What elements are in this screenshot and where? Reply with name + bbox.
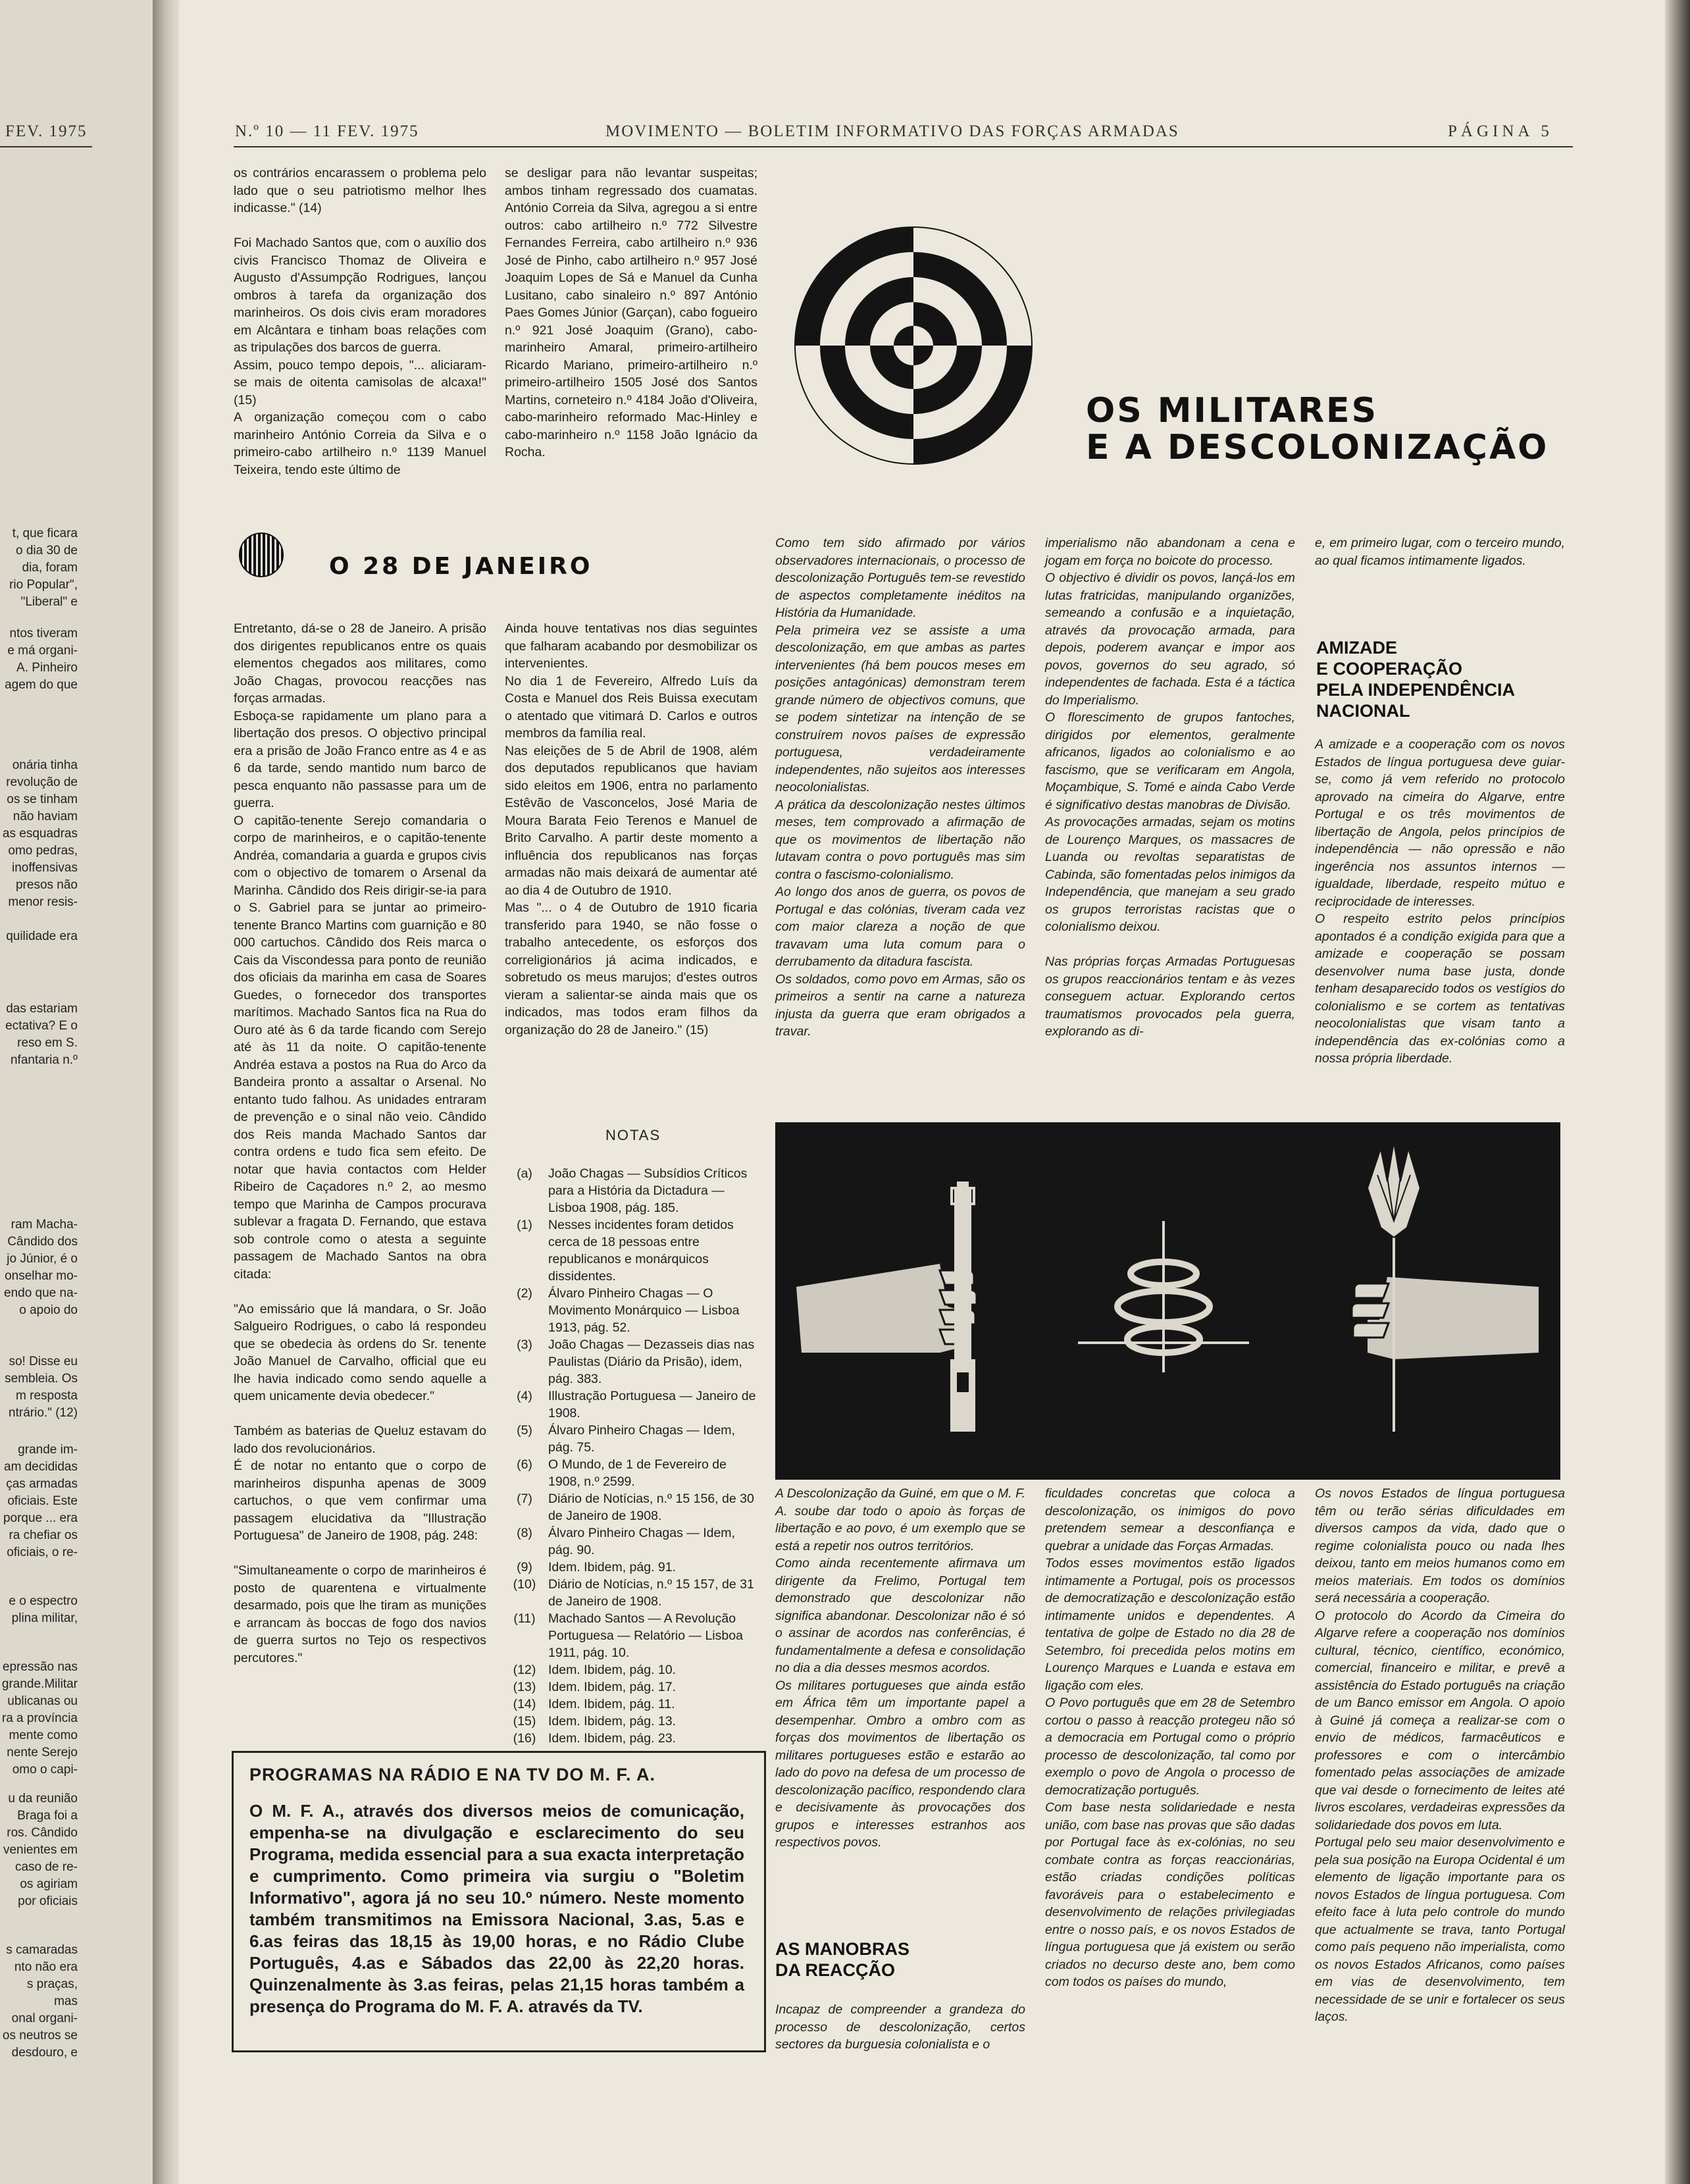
note-item <box>505 1696 757 1713</box>
note-number: (9) <box>517 1560 532 1574</box>
section-title-28-janeiro: O 28 DE JANEIRO <box>329 553 593 580</box>
note-item <box>505 1388 757 1422</box>
note-text: Idem. Ibidem, pág. 11. <box>548 1697 675 1711</box>
note-text: João Chagas — Dezasseis dias nas Paulistas (Diário da Prisão), idem, pág. 383. <box>548 1338 755 1386</box>
note-text: Idem. Ibidem, pág. 91. <box>548 1560 677 1574</box>
note-item <box>505 1165 757 1216</box>
note-item <box>505 1678 757 1696</box>
note-number: (a) <box>517 1166 532 1181</box>
article-column-1: Como tem sido afirmado por vários observadores internacionais, o processo de descolonização Português tem-se revestido de aspectos completamente inéditos na História da Humanidade. Pela primeira vez se assiste a uma descolonização, em que ambas as partes intervenientes (há bem poucos meses em posições antagónicas) demonstram terem grande número de objectivos comuns, que se podem sintetizar na intenção de se construírem novos países de expressão portuguesa, verdadeiramente independentes, não sujeitos aos interesses neocolonialistas. A prática da descolonização nestes últimos meses, tem comprovado a afirmação de que os movimentos de libertação não lutavam contra o povo português mas sim contra o fascismo-colonialismo. Ao longo dos anos de guerra, os povos de Portugal e das colónias, tiveram cada vez com maior clareza a noção de que travavam uma luta comum para o derrubamento da ditadura fascista. Os soldados, como povo em Armas, são os primeiros a sentir na carne a natureza injusta da guerra que eram obrigados a travar. <box>775 536 1025 1039</box>
note-number: (3) <box>517 1338 532 1352</box>
facing-text-8: grande im- am decididas ças armadas oficiais. Este porque ... era ra chefiar os oficiais, o re- <box>3 1443 78 1559</box>
article-column-3-intro: e, em primeiro lugar, com o terceiro mundo, ao qual ficamos intimamente ligados. <box>1315 536 1565 568</box>
note-number: (2) <box>517 1286 532 1301</box>
note-text: Machado Santos — A Revolução Portuguesa — Relatório — Lisboa 1911, pág. 10. <box>548 1611 743 1660</box>
article-lower-column-1: A Descolonização da Guiné, em que o M. F. A. soube dar todo o apoio às forças de libertação e ao povo, é um exemplo que se está a repetir nos outros territórios. Como ainda recentemente afirmava um dirigente da Frelimo, Portugal tem demonstrado que descolonizar não significa abandonar. Descolonizar não é só o assinar de acordos nas conferências, é fundamentalmente a defesa e consolidação no dia a dia desses mesmos acordos. Os militares portugueses que ainda estão em África têm um importante papel a desempenhar. Ombro a ombro com as forças dos movimentos de libertação os militares portugueses estão e estarão ao lado do povo na defesa de um processo de descolonização pacífico, respondendo clara e decisivamente às provocações dos grupos e interesses estranhos aos respectivos povos. <box>775 1486 1025 1850</box>
book-gutter <box>153 0 179 2184</box>
note-number: (7) <box>517 1492 532 1506</box>
note-text: Illustração Portuguesa — Janeiro de 1908. <box>548 1389 756 1420</box>
note-number: (5) <box>517 1423 532 1438</box>
note-item <box>505 1216 757 1285</box>
note-item <box>505 1730 757 1747</box>
note-number: (15) <box>513 1714 536 1729</box>
note-number: (14) <box>513 1697 536 1711</box>
facing-text-12: s camaradas nto não era s praças, mas onal organi- os neutros se desdouro, e <box>2 1943 78 2060</box>
article-title: OS MILITARES E A DESCOLONIZAÇÃO <box>1086 391 1549 467</box>
facing-text-5: das estariam ectativa? E o reso em S. nfantaria n.º <box>5 1002 78 1067</box>
note-text: Idem. Ibidem, pág. 17. <box>548 1680 677 1694</box>
facing-text-10: epressão nas grande.Militar ublicanas ou ra a província mente como nente Serejo omo o capi- <box>1 1660 78 1777</box>
facing-header-rule <box>0 146 92 147</box>
note-item <box>505 1422 757 1456</box>
article-lower-column-2: ficuldades concretas que coloca a descolonização, os inimigos do povo pretendem semear a desconfiança e quebrar a unidade das Forças Armadas. Todos esses movimentos estão ligados intimamente a Portugal, pois os processos de democratização e descolonização estão intimamente unidos e dependentes. A tentativa de golpe de Estado no dia 28 de Setembro, foi precedida pelos motins em Lourenço Marques e Luanda e estava em ligação com eles. O Povo português que em 28 de Setembro cortou o passo à reacção protegeu não só a democracia em Portugal como o próprio processo de descolonização, tal como por exemplo o povo de Angola o processo de democratização português. Com base nesta solidariedade e nesta união, com base nas provas que são dadas por Portugal face às ex-colónias, no seu combate contra as forças reaccionárias, estão criadas condições políticas favoráveis para o estabelecimento e desenvolvimento de relações privilegiadas entre o nosso país, e os novos Estados de língua portuguesa que já existem ou serão criados no decurso deste ano, bem como com todos os países do mundo, <box>1045 1486 1295 1989</box>
note-number: (12) <box>513 1663 536 1677</box>
note-item <box>505 1576 757 1610</box>
facing-text-7: so! Disse eu sembleia. Os m resposta ntrário." (12) <box>5 1355 78 1420</box>
facing-text-3: onária tinha revolução de os se tinham não haviam as esquadras omo pedras, inoffensivas presos não menor resis- <box>2 758 78 909</box>
note-text: O Mundo, de 1 de Fevereiro de 1908, n.º 2599. <box>548 1457 727 1489</box>
note-item <box>505 1524 757 1559</box>
article-column-3: A amizade e a cooperação com os novos Estados de língua portuguesa deve guiar-se, como já vem referido no protocolo aprovado na cimeira do Algarve, entre Portugal e os três movimentos de libertação de Angola, pelos princípios de independência — não opressão e não ingerência nos assuntos internos — igualdade, liberdade, respeito mútuo e reciprocidade de interesses. O respeito estrito pelos princípios apontados é a condição exigida para que a amizade e cooperação se possam desenvolver numa base justa, donde tenham desaparecido todos os vestígios do colonialismo e se cortem as tentativas neocolonialistas que visam tanto a independência das ex-colónias como a nossa própria liberdade. <box>1315 737 1565 1066</box>
facing-page-date: FEV. 1975 <box>5 122 88 140</box>
facing-text-6: ram Macha- Cândido dos jo Júnior, é o onselhar mo- endo que na- o apoio do <box>4 1218 78 1317</box>
facing-text-2: ntos tiveram e má organi- A. Pinheiro agem do que <box>5 627 78 692</box>
target-graphic <box>775 217 1052 481</box>
note-number: (11) <box>513 1611 536 1626</box>
note-text: Nesses incidentes foram detidos cerca de 18 pessoas entre republicanos e monárquicos dissidentes. <box>548 1218 734 1284</box>
text-column-2-top: se desligar para não levantar suspeitas; ambos tinham regressado dos cuamatas. António Correia da Silva, agregou a si entre outros: cabo artilheiro n.º 772 Silvestre Fernandes Ferreira, cabo artilheiro n.º 936 José de Pinho, cabo artilheiro n.º 957 José Joaquim Lopes de Sá e Manuel da Cunha Lusitano, cabo sinaleiro n.º 897 António Paes Gomes Júnior (Garçan), cabo fogueiro n.º 921 José Joaquim (Grano), cabo-marinheiro Amaral, primeiro-artilheiro Ricardo Mariano, primeiro-artilheiro n.º primeiro-artilheiro 1505 José dos Santos Martins, corneteiro n.º 4184 João d'Oliveira, cabo-marinheiro reformado Mac-Hinley e cabo-marinheiro n.º 1158 João Ignácio da Rocha. <box>505 166 757 459</box>
facing-text-1: t, que ficara o dia 30 de dia, foram rio Popular", "Liberal" e <box>9 527 78 609</box>
facing-text-9: e o espectro plina militar, <box>9 1594 78 1625</box>
note-item <box>505 1661 757 1678</box>
facing-text-4: quilidade era <box>6 929 78 943</box>
note-item <box>505 1285 757 1336</box>
note-text: Idem. Ibidem, pág. 13. <box>548 1714 677 1729</box>
notes-list <box>505 1165 757 1747</box>
note-number: (6) <box>517 1457 532 1472</box>
box-title: PROGRAMAS NA RÁDIO E NA TV DO M. F. A. <box>249 1765 656 1784</box>
text-column-1-top: os contrários encarassem o problema pelo lado que o seu patriotismo melhor lhes indicasse." (14) Foi Machado Santos que, com o auxílio dos civis Francisco Thomaz de Oliveira e Augusto d'Assumpção Rodrigues, lançou ombros à tarefa da organização dos marinheiros. Os dois civis eram moradores em Alcântara e tinham boas relações com as tripulações dos barcos de guerra. Assim, pouco tempo depois, "... aliciaram-se mais de oitenta camisolas de alcaxa!" (15) A organização começou com o cabo marinheiro António Correia da Silva e o primeiro-cabo artilheiro n.º 1139 Manuel Teixeira, tendo este último de <box>234 166 486 477</box>
note-item <box>505 1490 757 1524</box>
subheading-manobras: AS MANOBRAS DA REACÇÃO <box>775 1939 910 1980</box>
note-number: (16) <box>513 1731 536 1746</box>
section-28-column-1: Entretanto, dá-se o 28 de Janeiro. A prisão dos dirigentes republicanos entre os quais elementos chegados aos militares, como João Chagas, provocou reacções nas forças armadas. Esboça-se rapidamente um plano para a libertação dos presos. O objectivo principal era a prisão de João Franco entre as 4 e as 6 da tarde, sendo mantido num barco de pesca enquanto não passasse para um de guerra. O capitão-tenente Serejo comandaria o corpo de marinheiros, e o capitão-tenente Andréa, comandaria a guarda e grupos civis com o objectivo de tomarem o Arsenal da Marinha. Cândido dos Reis dirigir-se-ia para o S. Gabriel para se juntar ao primeiro-tenente Branco Martins com guarnição e 80 000 cartuchos. Cândido dos Reis marca o Cais da Viscondessa para ponto de reunião dos oficiais da marinha em casa de Soares Guedes, o fornecedor dos transportes marítimos. Machado Santos fica na Rua do Ouro até às 6 da tarde ficando com Serejo até às 11 da noite. O capitão-tenente Andréa estava a postos na Rua do Arco da Bandeira pronto a assaltar o Arsenal. No entanto tudo falhou. As unidades entraram de prevenção e o sinal não veio. Cândido dos Reis manda Machado Santos dar contra ordens e tudo fica sem efeito. De notar que havia contactos com Helder Ribeiro de Caçadores n.º 2, ao mesmo tempo que Marinha de Campos procurava sublevar a fragata D. Fernando, que estava sob controle como o atesta a seguinte passagem de Machado Santos na obra citada: "Ao emissário que lá mandara, o Sr. João Salgueiro Rodrigues, o cabo lá respondeu que se obedecia às ordens do Sr. tenente João Manuel de Carvalho, official que eu lhe havia indicado como sendo aquelle a quem unicamente devia obedecer." Também as baterias de Queluz estavam do lado dos revolucionários. É de notar no entanto que o corpo de marinheiros dispunha apenas de 3009 cartuchos, o que vem confirmar uma passagem elucidativa da "Illustração Portuguesa" de Janeiro de 1908, pág. 248: "Simultaneamente o corpo de marinheiros é posto de quarentena e virtualmente desarmado, pois que lhe tiram as munições e arrancam às boccas de fogo dos navios de guerra surtos no Tejo os respectivos percutores." <box>234 621 486 1665</box>
facing-text-11: u da reunião Braga foi a ros. Cândido venientes em caso de re- os agiriam por oficiais <box>3 1792 78 1908</box>
vertical-lines-emblem <box>238 532 284 578</box>
article-lower-column-1-tail: Incapaz de compreender a grandeza do processo de descolonização, certos sectores da burguesia colonialista e o <box>775 2002 1025 2052</box>
note-text: Álvaro Pinheiro Chagas — Idem, pág. 90. <box>548 1526 735 1557</box>
note-item <box>505 1713 757 1730</box>
note-number: (13) <box>513 1680 536 1694</box>
article-column-2: imperialismo não abandonam a cena e jogam em força no boicote do processo. O objectivo é dividir os povos, lançá-los em lutas fratricidas, manipulando organizões, semeando a confusão e a inquietação, através da provocação armada, para depois, poderem avançar e impor aos povos, governos do seu agrado, só independentes de fachada. Esta é a táctica do Imperialismo. O florescimento de grupos fantoches, dirigidos por elementos, geralmente africanos, ligados ao colonialismo e ao fascismo, que se verificaram em Angola, Moçambique, S. Tomé e ainda Cabo Verde é significativo destas manobras de Divisão. As provocações armadas, sejam os motins de Lourenço Marques, os massacres de Luanda ou revoltas separatistas de Cabinda, são fomentadas pelos inimigos da Independência, que manejam a seu grado os grupos terroristas racistas que o colonialismo deixou. Nas próprias forças Armadas Portuguesas os grupos reaccionários tentam e às vezes conseguem actuar. Explorando certos traumatismos provocados pela guerra, explorando as di- <box>1045 536 1295 1039</box>
note-item <box>505 1610 757 1661</box>
article-lower-column-3: Os novos Estados de língua portuguesa têm ou terão sérias dificuldades em diversos campos da vida, dado que o regime colonialista pouco ou nada lhes deixou, tanto em meios humanos como em meios materiais. Em todos os domínios será necessária a cooperação. O protocolo do Acordo da Cimeira do Algarve refere a cooperação nos domínios cultural, técnico, científico, económico, comercial, financeiro e militar, e prevê a assistência do Estado português na criação de um Banco emissor em Angola. O apoio à Guiné já começa a realizar-se com o envio de médicos, farmacêuticos e professores e com o intercâmbio fomentado pelas associações de amizade que vai desde o fornecimento de leites até livros escolares, verdadeiras expressões da solidariedade dos povos em luta. Portugal pelo seu maior desenvolvimento e pela sua posição na Europa Ocidental é um elemento de ligação importante para os novos Estados de língua portuguesa. Com efeito face à luta pelo controle do mundo que actualmente se trava, tanto Portugal como país pequeno não imperialista, como os novos Estados Africanos, como países em vias de desenvolvimento, tem necessidade de se unir e fortalecer os seus laços. <box>1315 1486 1565 2024</box>
note-number: (1) <box>517 1218 532 1232</box>
box-body: O M. F. A., através dos diversos meios de comunicação, empenha-se na divulgação e esclarecimento do seu Programa, medida essencial para a sua exacta interpretação e cumprimento. Como primeira via surgiu o "Boletim Informativo", agora já no seu 10.º número. Neste momento também transmitimos na Emissora Nacional, 3.as, 5.as e 6.as feiras das 18,15 às 19,00 horas, e no Rádio Clube Português, 4.as e Sábados das 22,00 às 22,20 horas. Quinzenalmente às 3.as feiras, pelas 21,15 horas também a presença do Programa do M. F. A. através da TV. <box>249 1801 744 2016</box>
section-28-column-2: Ainda houve tentativas nos dias seguintes que falharam acabando por desmobilizar os intervenientes. No dia 1 de Fevereiro, Alfredo Luís da Costa e Manuel dos Reis Buissa executam o atentado que vitimará D. Carlos e outros membros da família real. Nas eleições de 5 de Abril de 1908, além dos deputados republicanos que haviam sido eleitos em 1906, entra no parlamento Estêvão de Vasconcelos, José Maria de Moura Barata Feio Terenos e Manuel de Brito Carvalho. A partir deste momento a influência dos republicanos nas forças armadas não mais deixará de aumentar até ao dia 4 de Outubro de 1910. Mas "... o 4 de Outubro de 1910 ficaria transferido para 1940, se não fosse o trabalho antecedente, os esforços dos correligionários já acima indicados, e sobretudo os meus marujos; d'estes outros vieram a salientar-se ainda mais que os indicados, mas todos eram filhos da organização do 28 de Janeiro." (15) <box>505 621 757 1037</box>
radio-tv-programs-box <box>232 1751 766 2052</box>
note-item <box>505 1456 757 1490</box>
note-text: Álvaro Pinheiro Chagas — Idem, pág. 75. <box>548 1423 735 1455</box>
facing-page <box>0 0 153 2184</box>
subheading-amizade: AMIZADE E COOPERAÇÃO PELA INDEPENDÊNCIA NACIONAL <box>1316 638 1516 721</box>
page-number: PÁGINA 5 <box>1448 122 1553 140</box>
note-text: Idem. Ibidem, pág. 23. <box>548 1731 677 1746</box>
note-number: (4) <box>517 1389 532 1403</box>
note-item <box>505 1336 757 1388</box>
note-text: Diário de Notícias, n.º 15 157, de 31 de Janeiro de 1908. <box>548 1577 754 1609</box>
notes-title: NOTAS <box>605 1127 661 1143</box>
page-edge <box>1665 0 1690 2184</box>
note-text: João Chagas — Subsídios Críticos para a História da Dictadura — Lisboa 1908, pág. 185. <box>548 1166 748 1215</box>
note-number: (10) <box>513 1577 536 1592</box>
illustration-hands <box>775 1122 1560 1480</box>
note-item <box>505 1559 757 1576</box>
note-number: (8) <box>517 1526 532 1540</box>
publication-title: MOVIMENTO — BOLETIM INFORMATIVO DAS FORÇAS ARMADAS <box>605 122 1179 140</box>
note-text: Idem. Ibidem, pág. 10. <box>548 1663 677 1677</box>
header-rule <box>234 146 1573 147</box>
note-text: Diário de Notícias, n.º 15 156, de 30 de Janeiro de 1908. <box>548 1492 754 1523</box>
note-text: Álvaro Pinheiro Chagas — O Movimento Monárquico — Lisboa 1913, pág. 52. <box>548 1286 740 1335</box>
issue-number: N.º 10 — 11 FEV. 1975 <box>235 122 419 140</box>
